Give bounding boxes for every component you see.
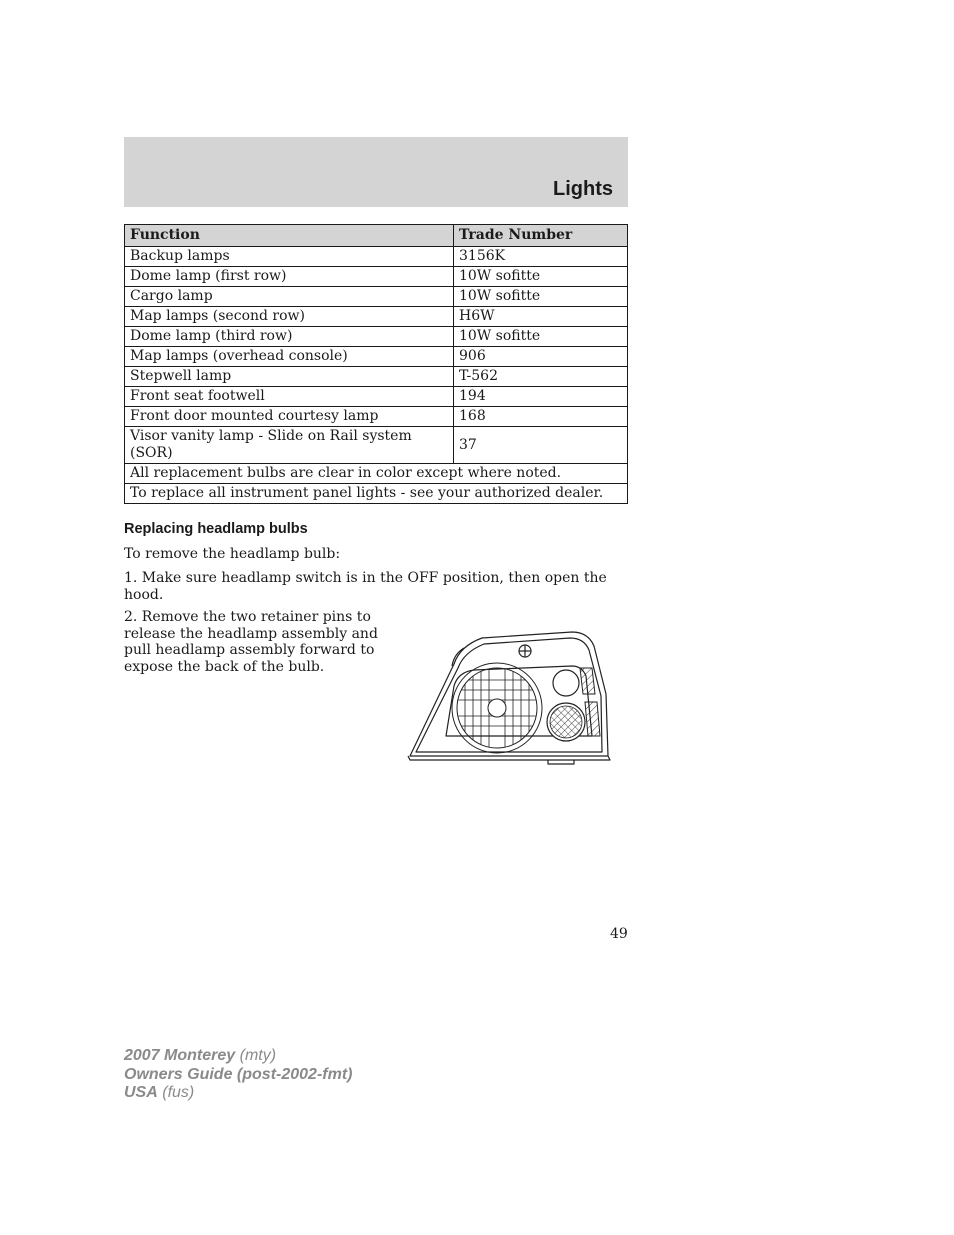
- trade-number-cell: 194: [454, 387, 628, 407]
- table-note: All replacement bulbs are clear in color except where noted.: [125, 464, 628, 484]
- table-row: [125, 287, 628, 307]
- instruction-intro: To remove the headlamp bulb:: [124, 546, 341, 562]
- chapter-title: Lights: [553, 178, 613, 200]
- footer-market: USA: [124, 1084, 158, 1101]
- footer-model: 2007 Monterey: [124, 1047, 236, 1064]
- footer-market-code: (fus): [162, 1084, 195, 1101]
- chapter-header-band: [124, 137, 628, 207]
- function-cell: Dome lamp (first row): [125, 267, 454, 287]
- instruction-step-1: 1. Make sure headlamp switch is in the OFF position, then open the hood.: [124, 570, 607, 603]
- table-row: [125, 387, 628, 407]
- section-title: Replacing headlamp bulbs: [124, 521, 308, 537]
- function-cell: Dome lamp (third row): [125, 327, 454, 347]
- table-row: [125, 267, 628, 287]
- trade-number-cell: 906: [454, 347, 628, 367]
- table-row: [125, 347, 628, 367]
- table-row: [125, 427, 628, 464]
- instruction-step-2: 2. Remove the two retainer pins to release the headlamp assembly and pull headlamp assembly forward to expose the back of the bulb.: [124, 609, 378, 675]
- function-cell: Map lamps (second row): [125, 307, 454, 327]
- function-cell: Map lamps (overhead console): [125, 347, 454, 367]
- function-cell: Front door mounted courtesy lamp: [125, 407, 454, 427]
- headlamp-assembly-illustration: [402, 624, 614, 766]
- trade-number-cell: 10W sofitte: [454, 267, 628, 287]
- function-cell: Stepwell lamp: [125, 367, 454, 387]
- function-cell: Backup lamps: [125, 247, 454, 267]
- column-header-function: Function: [125, 225, 454, 247]
- trade-number-cell: 10W sofitte: [454, 327, 628, 347]
- footer-line-3: [124, 1084, 352, 1103]
- trade-number-cell: T-562: [454, 367, 628, 387]
- trade-number-cell: 168: [454, 407, 628, 427]
- table-note-row: [125, 484, 628, 504]
- table-row: [125, 307, 628, 327]
- table-row: [125, 247, 628, 267]
- footer-line-1: [124, 1047, 352, 1066]
- table-row: [125, 327, 628, 347]
- table-row: [125, 407, 628, 427]
- document-footer: [124, 1047, 352, 1103]
- page-number: 49: [610, 926, 628, 942]
- table-note: To replace all instrument panel lights - see your authorized dealer.: [125, 484, 628, 504]
- table-note-row: [125, 464, 628, 484]
- table-header-row: [125, 225, 628, 247]
- bulb-table: [124, 224, 628, 504]
- function-cell: Front seat footwell: [125, 387, 454, 407]
- column-header-trade-number: Trade Number: [454, 225, 628, 247]
- footer-line-2: [124, 1066, 352, 1085]
- trade-number-cell: 10W sofitte: [454, 287, 628, 307]
- trade-number-cell: H6W: [454, 307, 628, 327]
- trade-number-cell: 3156K: [454, 247, 628, 267]
- trade-number-cell: 37: [454, 427, 628, 464]
- footer-guide: Owners Guide (post-2002-fmt): [124, 1065, 353, 1083]
- function-cell: Cargo lamp: [125, 287, 454, 307]
- function-cell: Visor vanity lamp - Slide on Rail system (SOR): [125, 427, 454, 464]
- footer-model-code: (mty): [239, 1047, 277, 1064]
- table-row: [125, 367, 628, 387]
